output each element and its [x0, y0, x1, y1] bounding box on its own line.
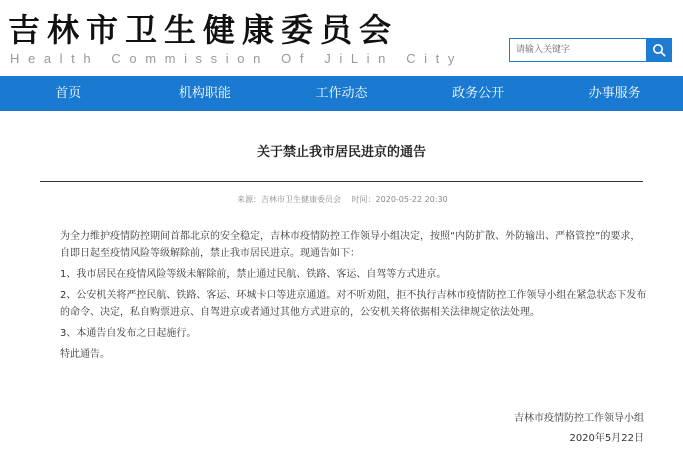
search-bar	[509, 38, 672, 62]
article-paragraph: 特此通告。	[60, 349, 110, 360]
article-title: 关于禁止我市居民进京的通告	[256, 145, 426, 160]
search-input[interactable]	[510, 39, 646, 61]
nav-item-services[interactable]: 办事服务	[588, 86, 641, 101]
search-button[interactable]	[646, 39, 671, 61]
article-body	[60, 228, 650, 367]
title-divider	[40, 181, 643, 182]
article-paragraph: 2、公安机关将严控民航、铁路、客运、环城卡口等进京通道。对不听劝阻，拒不执行吉林市疫情防控工作领导小组在紧急状态下发布的命令、决定，私自购票进京、自驾进京或者通过其他方式进京的，公安机关将依据相关法律规定依法处理。	[60, 290, 647, 318]
article-time: 时间：2020-05-22 20:30	[351, 195, 448, 204]
nav-item-functions[interactable]: 机构职能	[178, 86, 231, 101]
nav-item-home[interactable]: 首页	[55, 86, 82, 101]
main-nav	[0, 76, 683, 111]
article-source: 来源：吉林市卫生健康委员会	[237, 195, 341, 204]
search-icon	[652, 43, 666, 57]
article-paragraph: 为全力维护疫情防控期间首都北京的安全稳定，吉林市疫情防控工作领导小组决定，按照“内防扩散、外防输出、严格管控”的要求，自即日起至疫情风险等级解除前，禁止我市居民进京。现通告如下：	[60, 231, 641, 259]
signature	[514, 409, 644, 449]
article-meta	[237, 194, 448, 206]
site-title[interactable]: 吉林市卫生健康委员会	[8, 11, 399, 49]
signature-org: 吉林市疫情防控工作领导小组	[514, 413, 644, 424]
site-subtitle: Health Commission Of JiLin City	[10, 51, 463, 66]
nav-item-public-affairs[interactable]: 政务公开	[452, 86, 505, 101]
signature-date: 2020年5月22日	[569, 433, 644, 444]
article-paragraph: 3、本通告自发布之日起施行。	[60, 328, 197, 339]
nav-item-news[interactable]: 工作动态	[315, 86, 368, 101]
article-paragraph: 1、我市居民在疫情风险等级未解除前，禁止通过民航、铁路、客运、自驾等方式进京。	[60, 269, 447, 280]
site-header	[0, 0, 683, 76]
